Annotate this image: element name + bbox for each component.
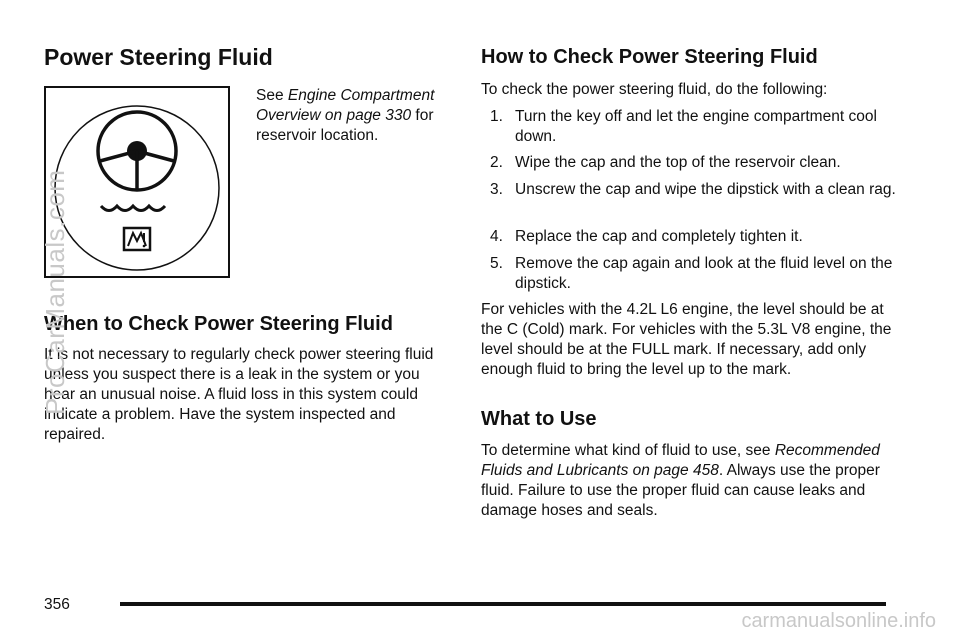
- use-suffix: . Always use the proper fluid. Failure to use the proper fluid can cause leaks and damage hoses and seals.: [481, 462, 880, 519]
- what-to-use-body: [481, 441, 901, 521]
- step-text: Unscrew the cap and wipe the dipstick with a clean rag.: [515, 181, 896, 198]
- how-to-check-heading: How to Check Power Steering Fluid: [481, 46, 818, 68]
- step-text: Replace the cap and completely tighten it.: [515, 228, 803, 245]
- reservoir-location-text: [256, 86, 456, 146]
- step-text: Turn the key off and let the engine compartment cool down.: [515, 108, 877, 145]
- see-prefix: See: [256, 87, 284, 104]
- section-title: Power Steering Fluid: [44, 44, 273, 70]
- how-to-check-intro: To check the power steering fluid, do the following:: [481, 81, 828, 98]
- step-number: 5.: [490, 255, 503, 272]
- step-number: 2.: [490, 154, 503, 171]
- steering-wheel-fluid-icon: [46, 88, 228, 276]
- step-text: Wipe the cap and the top of the reservoir clean.: [515, 154, 841, 171]
- step-number: 1.: [490, 108, 503, 125]
- side-watermark: ProCarManuals.com: [40, 169, 70, 415]
- use-prefix: To determine what kind of fluid to use, see: [481, 442, 771, 459]
- see-suffix: for reservoir location.: [256, 107, 434, 144]
- engine-compartment-reference: Engine Compartment Overview on page 330: [256, 87, 435, 124]
- step-text: Remove the cap again and look at the fluid level on the dipstick.: [515, 255, 893, 292]
- when-to-check-body: It is not necessary to regularly check power steering fluid unless you suspect there is a leak in the system or you hear an unusual noise. A fluid loss in this system could indicate a problem. Have the system inspected and repaired.: [44, 346, 434, 443]
- footer-divider: [120, 602, 886, 606]
- when-to-check-heading: When to Check Power Steering Fluid: [44, 313, 393, 335]
- fluid-level-paragraph: For vehicles with the 4.2L L6 engine, the level should be at the C (Cold) mark. For vehicles with the 5.3L V8 engine, the level should be at the FULL mark. If necessary, add only enough fluid to bring the level up to the mark.: [481, 301, 892, 378]
- step-number: 4.: [490, 228, 503, 245]
- bottom-watermark: carmanualsonline.info: [741, 610, 936, 632]
- what-to-use-heading: What to Use: [481, 408, 597, 430]
- step-number: 3.: [490, 181, 503, 198]
- recommended-fluids-reference: Recommended Fluids and Lubricants on page 458: [481, 442, 880, 479]
- power-steering-symbol-box: [44, 86, 230, 278]
- page-number: 356: [44, 596, 70, 613]
